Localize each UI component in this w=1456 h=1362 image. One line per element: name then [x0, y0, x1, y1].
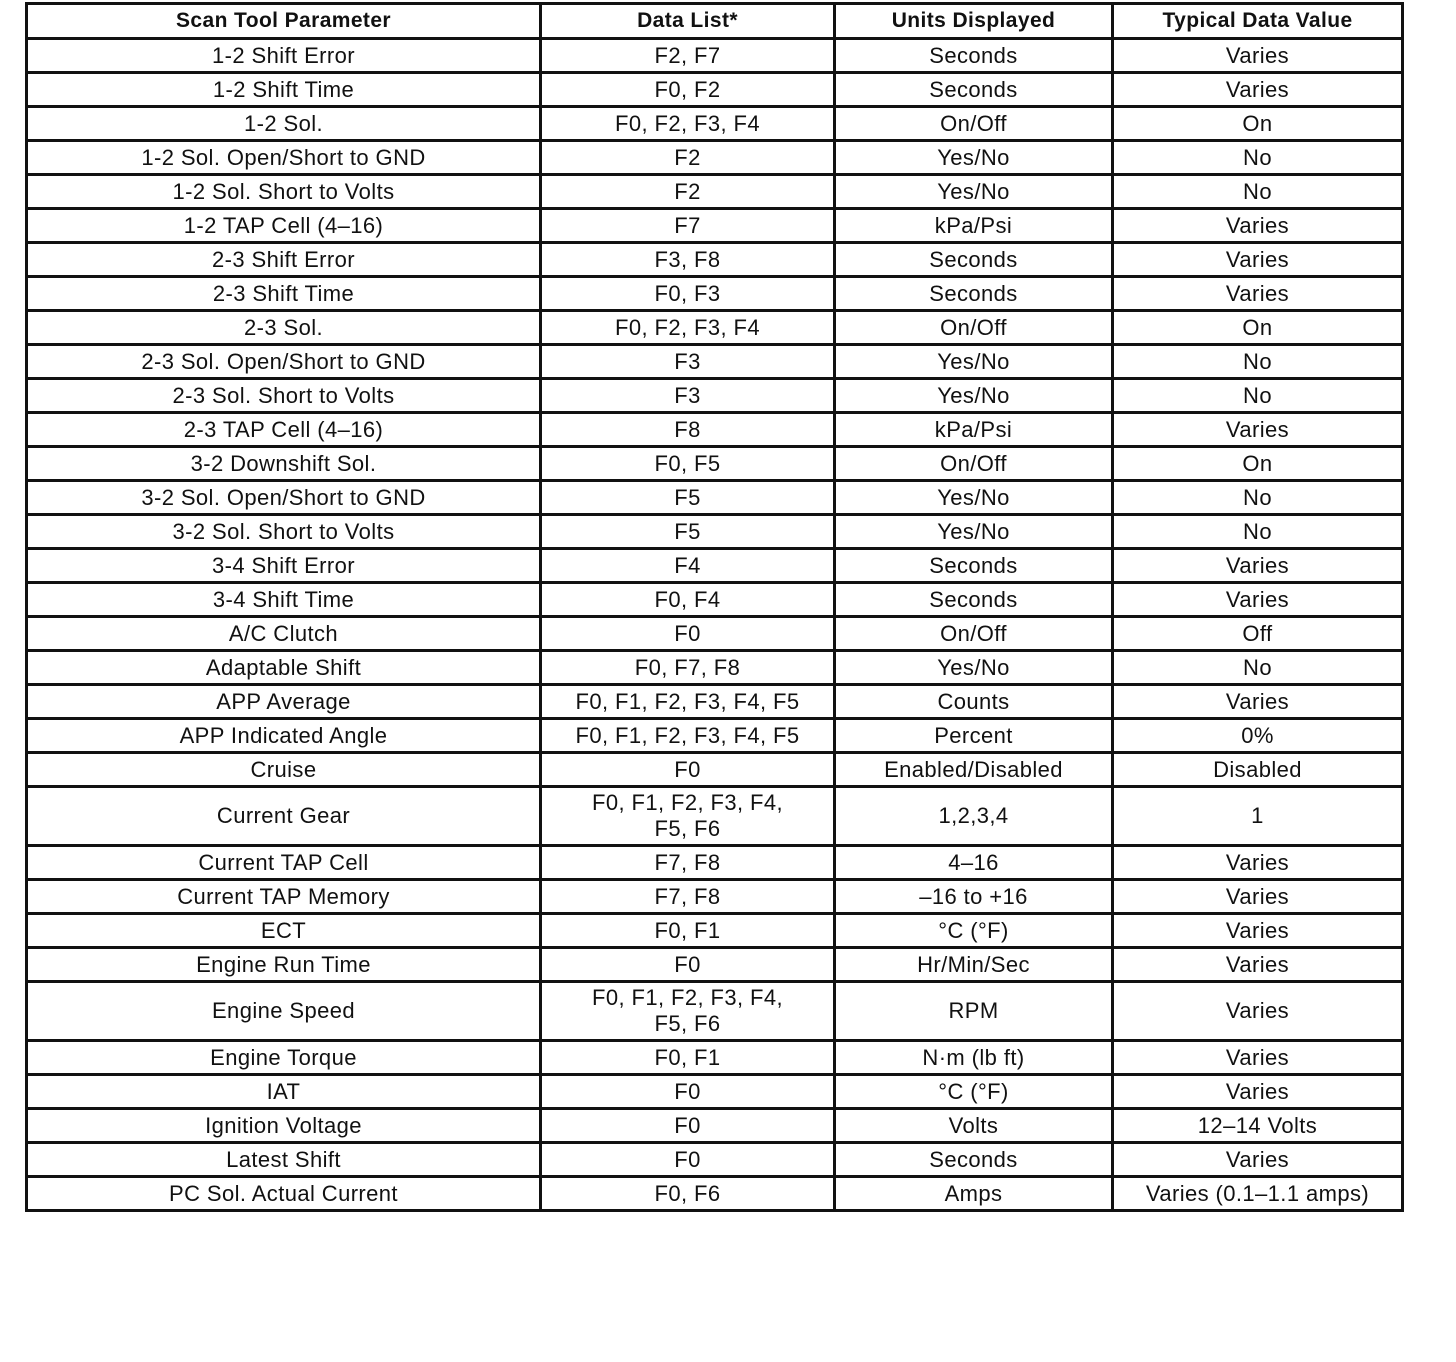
cell-units: Seconds — [835, 1143, 1113, 1177]
cell-data-list: F0, F2 — [541, 73, 835, 107]
table-row — [27, 651, 1403, 685]
cell-typical-value: Varies — [1113, 685, 1403, 719]
table-row — [27, 345, 1403, 379]
cell-units: 1,2,3,4 — [835, 787, 1113, 846]
cell-typical-value: Varies — [1113, 39, 1403, 73]
cell-typical-value: Varies — [1113, 549, 1403, 583]
cell-data-list: F3 — [541, 379, 835, 413]
cell-parameter: IAT — [27, 1075, 541, 1109]
table-row — [27, 880, 1403, 914]
cell-parameter: Cruise — [27, 753, 541, 787]
cell-parameter: 2-3 Sol. — [27, 311, 541, 345]
cell-data-list: F0, F5 — [541, 447, 835, 481]
cell-data-list: F5 — [541, 481, 835, 515]
cell-parameter: Engine Run Time — [27, 948, 541, 982]
cell-units: 4–16 — [835, 846, 1113, 880]
cell-data-list: F7, F8 — [541, 846, 835, 880]
cell-units: Seconds — [835, 73, 1113, 107]
table-row — [27, 617, 1403, 651]
cell-units: Volts — [835, 1109, 1113, 1143]
cell-typical-value: Varies — [1113, 880, 1403, 914]
cell-data-list: F0, F3 — [541, 277, 835, 311]
cell-typical-value: No — [1113, 651, 1403, 685]
cell-units: Yes/No — [835, 141, 1113, 175]
cell-typical-value: No — [1113, 379, 1403, 413]
cell-typical-value: Varies — [1113, 982, 1403, 1041]
cell-data-list: F0, F6 — [541, 1177, 835, 1211]
cell-data-list: F0 — [541, 948, 835, 982]
cell-units: kPa/Psi — [835, 413, 1113, 447]
table-row — [27, 549, 1403, 583]
cell-units: Yes/No — [835, 175, 1113, 209]
table-row — [27, 1143, 1403, 1177]
cell-parameter: Current TAP Memory — [27, 880, 541, 914]
cell-data-list: F0, F1, F2, F3, F4, F5 — [541, 719, 835, 753]
table-row — [27, 982, 1403, 1041]
table-row — [27, 209, 1403, 243]
cell-typical-value: 0% — [1113, 719, 1403, 753]
cell-parameter: 3-4 Shift Error — [27, 549, 541, 583]
cell-line: F5, F6 — [654, 1011, 721, 1036]
cell-parameter: 1-2 Shift Error — [27, 39, 541, 73]
table-row — [27, 481, 1403, 515]
cell-typical-value: No — [1113, 141, 1403, 175]
cell-units: Yes/No — [835, 481, 1113, 515]
table-row — [27, 277, 1403, 311]
cell-parameter: Current Gear — [27, 787, 541, 846]
cell-data-list: F0, F1, F2, F3, F4, F5 — [541, 685, 835, 719]
cell-data-list — [541, 982, 835, 1041]
cell-parameter: PC Sol. Actual Current — [27, 1177, 541, 1211]
scan-tool-data-sheet — [25, 2, 1401, 1212]
table-row — [27, 515, 1403, 549]
cell-parameter: 2-3 Shift Error — [27, 243, 541, 277]
cell-parameter: 1-2 Sol. Open/Short to GND — [27, 141, 541, 175]
table-row — [27, 1075, 1403, 1109]
table-row — [27, 1177, 1403, 1211]
cell-parameter: Ignition Voltage — [27, 1109, 541, 1143]
cell-parameter: Adaptable Shift — [27, 651, 541, 685]
cell-data-list: F0 — [541, 753, 835, 787]
cell-data-list: F8 — [541, 413, 835, 447]
cell-typical-value: Varies — [1113, 1075, 1403, 1109]
cell-parameter: 1-2 TAP Cell (4–16) — [27, 209, 541, 243]
cell-parameter: 3-2 Downshift Sol. — [27, 447, 541, 481]
cell-parameter: 2-3 Sol. Short to Volts — [27, 379, 541, 413]
cell-units: Amps — [835, 1177, 1113, 1211]
cell-parameter: 1-2 Shift Time — [27, 73, 541, 107]
cell-units: Seconds — [835, 277, 1113, 311]
cell-parameter: Engine Speed — [27, 982, 541, 1041]
cell-typical-value: Varies — [1113, 277, 1403, 311]
cell-parameter: 2-3 Sol. Open/Short to GND — [27, 345, 541, 379]
table-header-row — [27, 4, 1403, 39]
cell-typical-value: No — [1113, 175, 1403, 209]
cell-units: Percent — [835, 719, 1113, 753]
cell-data-list: F0, F7, F8 — [541, 651, 835, 685]
table-row — [27, 447, 1403, 481]
table-row — [27, 141, 1403, 175]
cell-units: RPM — [835, 982, 1113, 1041]
table-row — [27, 175, 1403, 209]
cell-units: On/Off — [835, 107, 1113, 141]
cell-units: Hr/Min/Sec — [835, 948, 1113, 982]
cell-typical-value: On — [1113, 447, 1403, 481]
table-row — [27, 719, 1403, 753]
cell-parameter: APP Indicated Angle — [27, 719, 541, 753]
cell-units: Counts — [835, 685, 1113, 719]
cell-data-list: F0 — [541, 617, 835, 651]
table-row — [27, 73, 1403, 107]
cell-typical-value: Varies (0.1–1.1 amps) — [1113, 1177, 1403, 1211]
cell-units: Seconds — [835, 549, 1113, 583]
cell-typical-value: Varies — [1113, 846, 1403, 880]
cell-data-list: F0, F1 — [541, 914, 835, 948]
cell-typical-value: Varies — [1113, 948, 1403, 982]
cell-typical-value: Varies — [1113, 914, 1403, 948]
cell-data-list: F0, F2, F3, F4 — [541, 107, 835, 141]
cell-units: kPa/Psi — [835, 209, 1113, 243]
table-row — [27, 1041, 1403, 1075]
cell-units: Seconds — [835, 243, 1113, 277]
table-row — [27, 1109, 1403, 1143]
cell-parameter: 3-2 Sol. Short to Volts — [27, 515, 541, 549]
table-row — [27, 379, 1403, 413]
cell-typical-value: No — [1113, 345, 1403, 379]
cell-typical-value: Varies — [1113, 1041, 1403, 1075]
cell-data-list: F0, F4 — [541, 583, 835, 617]
cell-units: Yes/No — [835, 515, 1113, 549]
table-row — [27, 583, 1403, 617]
cell-data-list: F3 — [541, 345, 835, 379]
table-row — [27, 846, 1403, 880]
cell-units: Yes/No — [835, 651, 1113, 685]
cell-parameter: 1-2 Sol. Short to Volts — [27, 175, 541, 209]
cell-typical-value: Varies — [1113, 243, 1403, 277]
cell-data-list: F0 — [541, 1109, 835, 1143]
cell-data-list: F2, F7 — [541, 39, 835, 73]
cell-parameter: 3-2 Sol. Open/Short to GND — [27, 481, 541, 515]
cell-units: Enabled/Disabled — [835, 753, 1113, 787]
cell-data-list: F4 — [541, 549, 835, 583]
cell-parameter: 3-4 Shift Time — [27, 583, 541, 617]
cell-units: On/Off — [835, 311, 1113, 345]
cell-units: –16 to +16 — [835, 880, 1113, 914]
cell-parameter: Latest Shift — [27, 1143, 541, 1177]
cell-units: Seconds — [835, 39, 1113, 73]
cell-parameter: 1-2 Sol. — [27, 107, 541, 141]
header-data-list: Data List* — [541, 4, 835, 39]
cell-parameter: A/C Clutch — [27, 617, 541, 651]
header-scan-tool-parameter: Scan Tool Parameter — [27, 4, 541, 39]
cell-typical-value: Varies — [1113, 583, 1403, 617]
cell-typical-value: Varies — [1113, 209, 1403, 243]
cell-units: N·m (lb ft) — [835, 1041, 1113, 1075]
cell-typical-value: 1 — [1113, 787, 1403, 846]
table-row — [27, 311, 1403, 345]
cell-line: F5, F6 — [654, 816, 721, 841]
table-row — [27, 948, 1403, 982]
table-body — [27, 39, 1403, 1211]
cell-typical-value: No — [1113, 481, 1403, 515]
cell-data-list: F0 — [541, 1075, 835, 1109]
cell-data-list — [541, 787, 835, 846]
cell-data-list: F0, F2, F3, F4 — [541, 311, 835, 345]
cell-units: On/Off — [835, 447, 1113, 481]
table-row — [27, 753, 1403, 787]
cell-typical-value: 12–14 Volts — [1113, 1109, 1403, 1143]
cell-units: Seconds — [835, 583, 1113, 617]
cell-parameter: Engine Torque — [27, 1041, 541, 1075]
table-row — [27, 685, 1403, 719]
cell-data-list: F5 — [541, 515, 835, 549]
cell-typical-value: On — [1113, 107, 1403, 141]
cell-data-list: F0, F1 — [541, 1041, 835, 1075]
cell-line: F0, F1, F2, F3, F4, — [592, 985, 783, 1010]
cell-parameter: 2-3 Shift Time — [27, 277, 541, 311]
cell-parameter: APP Average — [27, 685, 541, 719]
table-row — [27, 413, 1403, 447]
cell-data-list: F0 — [541, 1143, 835, 1177]
cell-data-list: F7, F8 — [541, 880, 835, 914]
cell-units: °C (°F) — [835, 914, 1113, 948]
cell-typical-value: Disabled — [1113, 753, 1403, 787]
cell-typical-value: Varies — [1113, 1143, 1403, 1177]
cell-parameter: Current TAP Cell — [27, 846, 541, 880]
cell-data-list: F3, F8 — [541, 243, 835, 277]
cell-units: Yes/No — [835, 345, 1113, 379]
header-units-displayed: Units Displayed — [835, 4, 1113, 39]
header-typical-data-value: Typical Data Value — [1113, 4, 1403, 39]
cell-data-list: F7 — [541, 209, 835, 243]
cell-line: F0, F1, F2, F3, F4, — [592, 790, 783, 815]
cell-data-list: F2 — [541, 175, 835, 209]
cell-typical-value: On — [1113, 311, 1403, 345]
cell-data-list: F2 — [541, 141, 835, 175]
cell-units: °C (°F) — [835, 1075, 1113, 1109]
scan-tool-parameter-table — [25, 2, 1404, 1212]
cell-typical-value: Off — [1113, 617, 1403, 651]
table-row — [27, 243, 1403, 277]
table-row — [27, 107, 1403, 141]
cell-parameter: 2-3 TAP Cell (4–16) — [27, 413, 541, 447]
cell-typical-value: Varies — [1113, 73, 1403, 107]
table-row — [27, 914, 1403, 948]
cell-typical-value: No — [1113, 515, 1403, 549]
cell-typical-value: Varies — [1113, 413, 1403, 447]
table-row — [27, 787, 1403, 846]
cell-units: On/Off — [835, 617, 1113, 651]
cell-units: Yes/No — [835, 379, 1113, 413]
table-row — [27, 39, 1403, 73]
cell-parameter: ECT — [27, 914, 541, 948]
